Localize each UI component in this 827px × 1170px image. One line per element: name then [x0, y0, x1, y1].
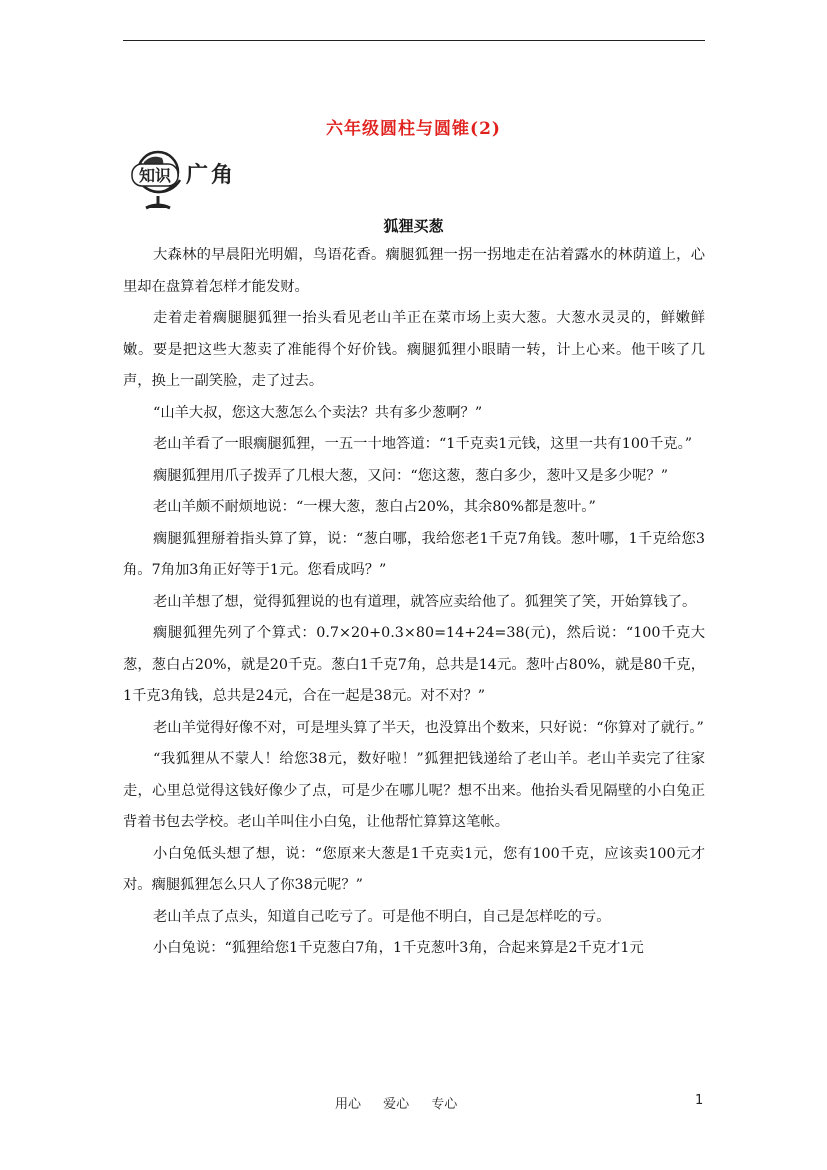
footer-motto: 用心 爱心 专心: [335, 1097, 458, 1112]
paragraph: 瘸腿狐狸掰着指头算了算，说：“葱白哪，我给您老1千克7角钱。葱叶哪，1千克给您3角。7角加3角正好等于1元。您看成吗？”: [123, 530, 705, 578]
paragraph: “我狐狸从不蒙人！给您38元，数好啦！”狐狸把钱递给了老山羊。老山羊卖完了往家走，心里总觉得这钱好像少了点，可是少在哪儿呢？想不出来。他抬头看见隔壁的小白兔正背着书包去学校。老山羊叫住小白兔，让他帮忙算算这笔帐。: [123, 751, 705, 830]
page-number: 1: [695, 1093, 704, 1108]
paragraph: 老山羊看了一眼瘸腿狐狸，一五一十地答道：“1千克卖1元钱，这里一共有100千克。”: [153, 436, 693, 452]
paragraph: 瘸腿狐狸先列了个算式：0.7×20+0.3×80=14+24=38(元)，然后说：“100千克大葱，葱白占20%，就是20千克。葱白1千克7角，总共是14元。葱叶占80%，就是80千克，1千克3角钱，总共是24元，合在一起是38元。对不对？”: [123, 625, 705, 704]
paragraph: 小白兔低头想了想，说：“您原来大葱是1千克卖1元，您有100千克，应该卖100元才对。瘸腿狐狸怎么只人了你38元呢？”: [123, 845, 705, 893]
paragraph: 老山羊点了点头，知道自己吃亏了。可是他不明白，自己是怎样吃的亏。: [153, 908, 611, 925]
header-rule: [123, 40, 705, 41]
section-label: 广角: [186, 163, 237, 188]
paragraph: 老山羊想了想，觉得狐狸说的也有道理，就答应卖给他了。狐狸笑了笑，开始算钱了。: [153, 593, 697, 610]
paragraph: “山羊大叔，您这大葱怎么个卖法？共有多少葱啊？”: [153, 404, 483, 421]
paragraph: 老山羊颇不耐烦地说：“一棵大葱，葱白占20%，其余80%都是葱叶。”: [153, 499, 596, 515]
paragraph: 瘸腿狐狸用爪子拨弄了几根大葱，又问：“您这葱，葱白多少，葱叶又是多少呢？”: [153, 467, 669, 484]
page-title: 六年级圆柱与圆锥(2): [326, 119, 501, 139]
story-title: 狐狸买葱: [383, 217, 444, 235]
paragraph: 走着走着瘸腿腿狐狸一抬头看见老山羊正在菜市场上卖大葱。大葱水灵灵的，鲜嫩鲜嫩。要是把这些大葱卖了准能得个好价钱。瘸腿狐狸小眼睛一转，计上心来。他干咳了几声，换上一副笑脸，走了过去。: [123, 310, 705, 389]
paragraph: 大森林的早晨阳光明媚，鸟语花香。瘸腿狐狸一拐一拐地走在沾着露水的林荫道上，心里却在盘算着怎样才能发财。: [123, 247, 705, 295]
paragraph: 老山羊觉得好像不对，可是埋头算了半天，也没算出个数来，只好说：“你算对了就行。”: [153, 719, 704, 736]
paragraph: 小白兔说：“狐狸给您1千克葱白7角，1千克葱叶3角，合起来算是2千克才1元: [153, 940, 644, 956]
story-body: [123, 240, 705, 965]
logo-text: 知识: [138, 166, 172, 185]
